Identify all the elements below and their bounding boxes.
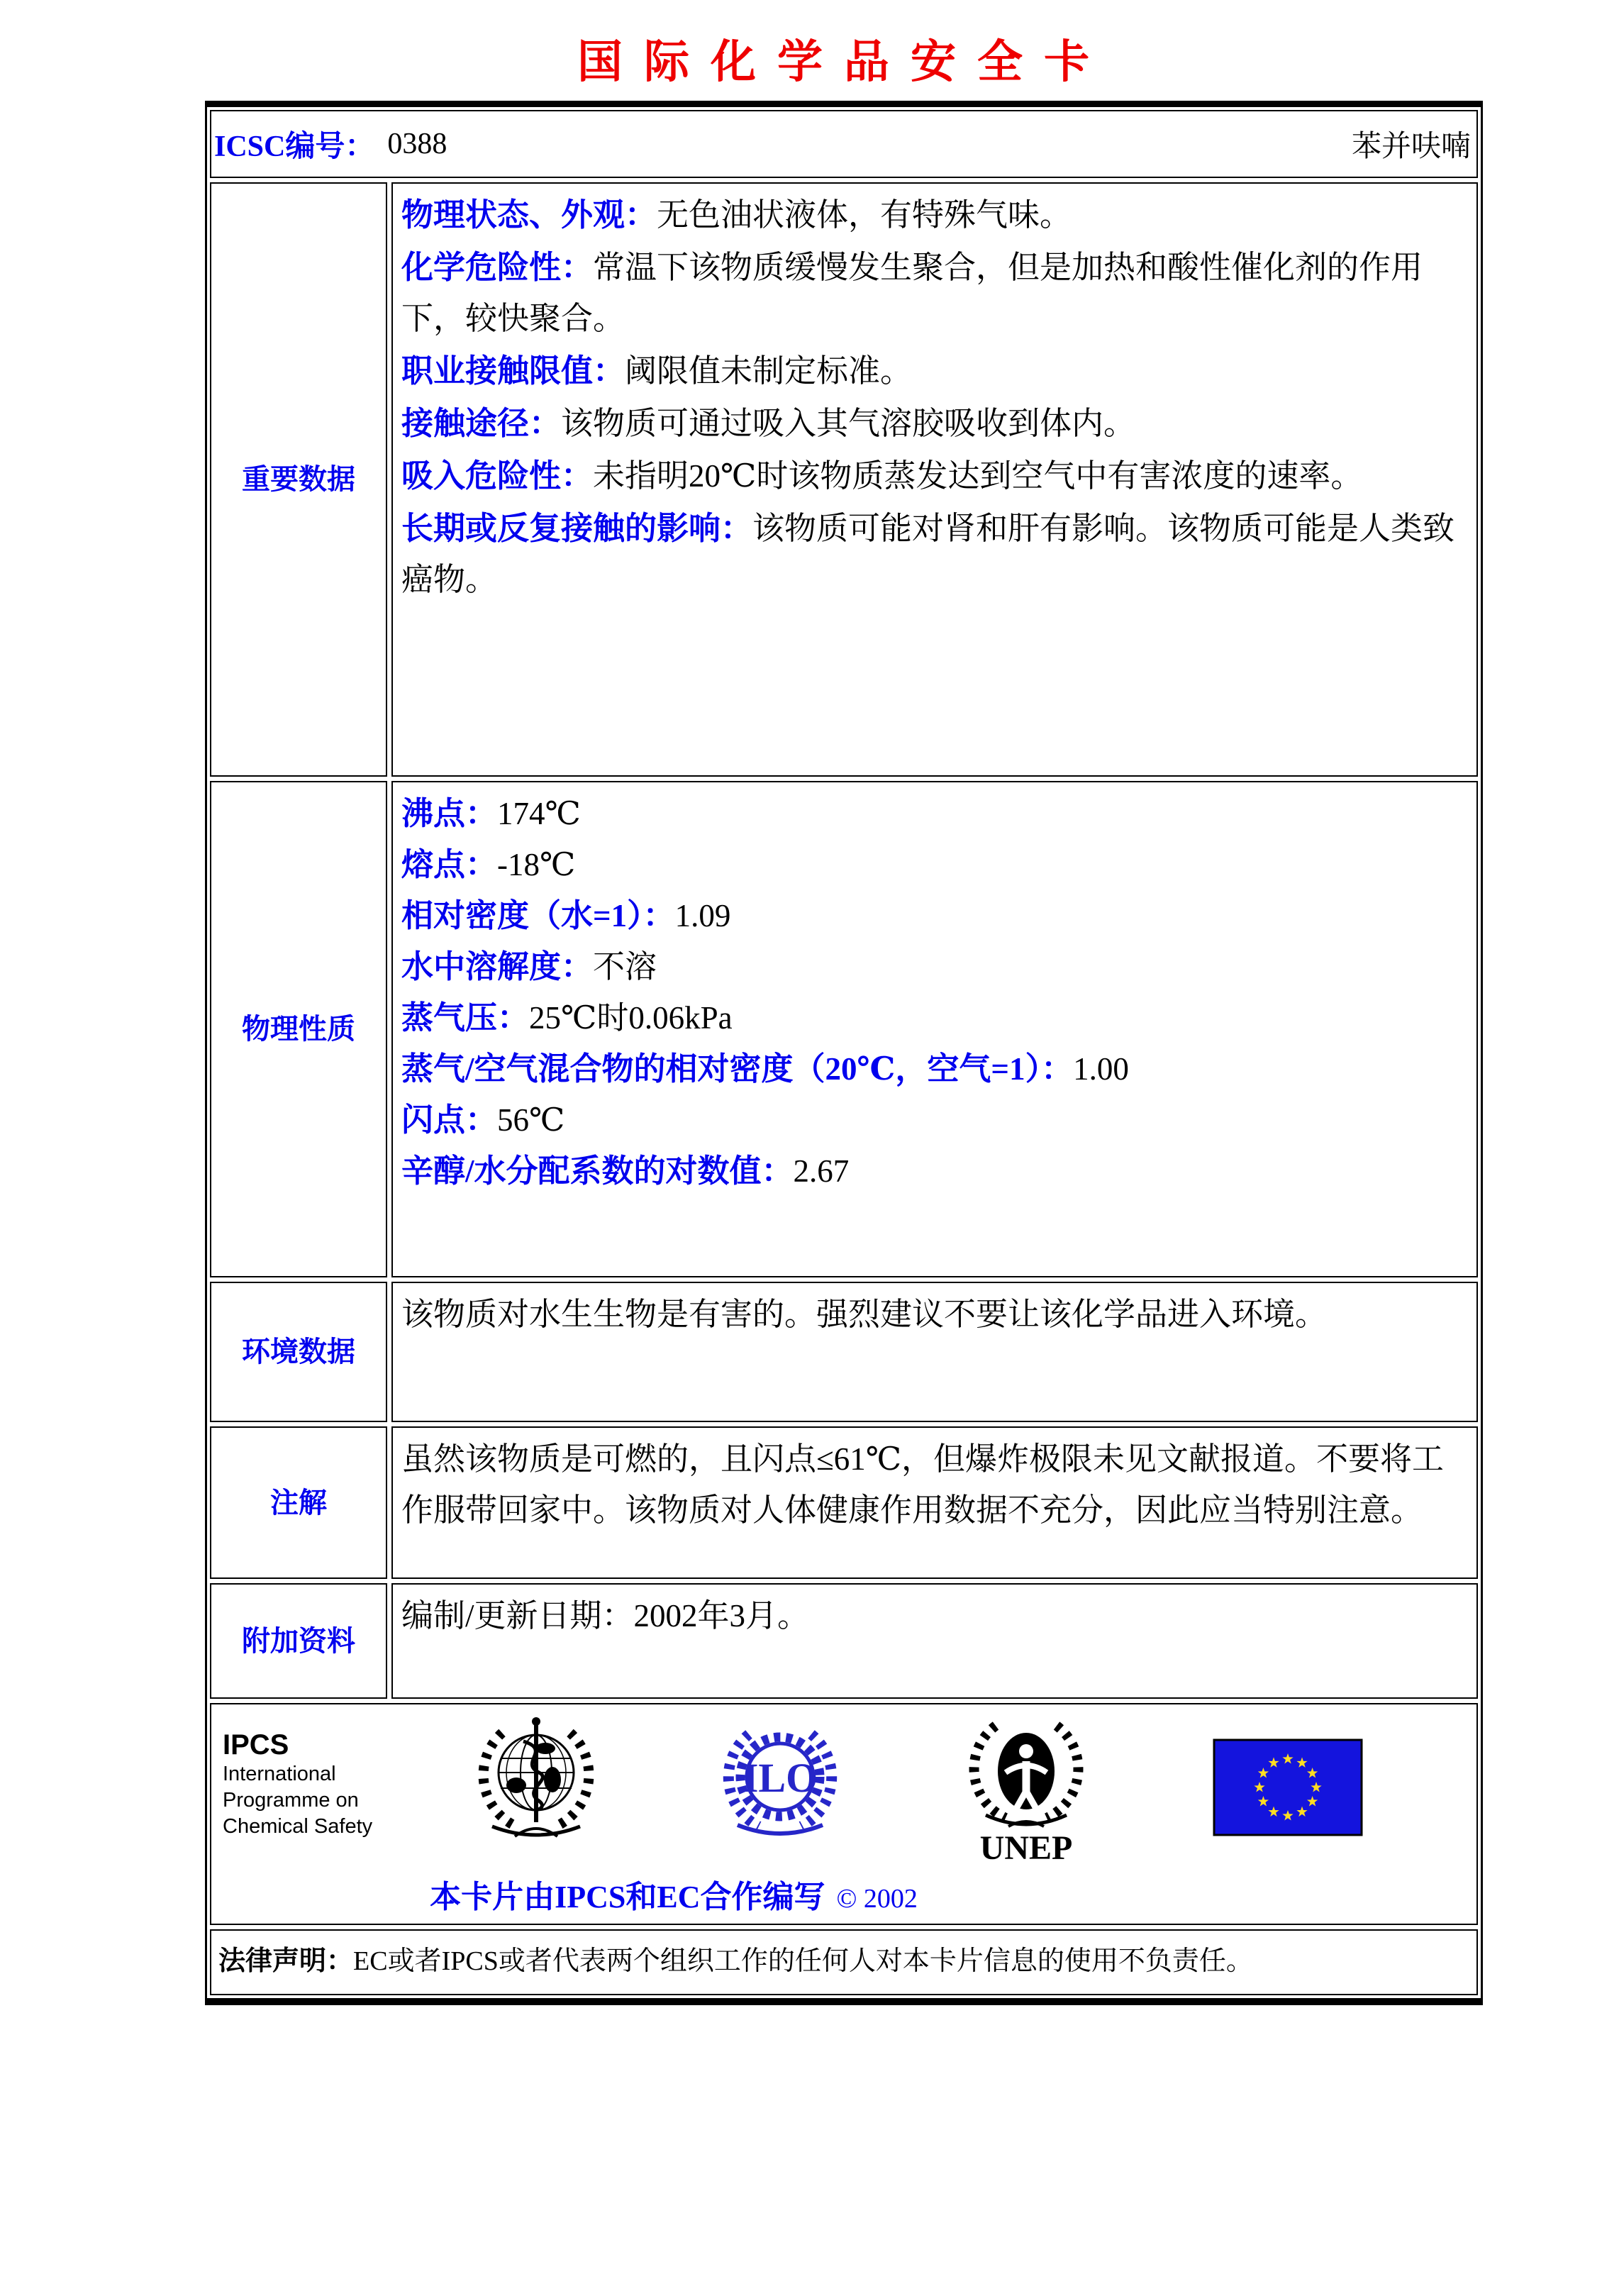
page-title: 国际化学品安全卡	[577, 35, 1111, 89]
physical-properties-label: 物理性质	[210, 781, 387, 1277]
icsc-card-table	[205, 101, 1483, 2005]
property-value: 1.00	[1073, 1051, 1129, 1087]
item-text: 该物质可能对肾和肝有影响。该物质可能是人类致癌物。	[401, 511, 1455, 597]
property-label: 水中溶解度：	[401, 949, 594, 985]
item-text: 常温下该物质缓慢发生聚合，但是加热和酸性催化剂的作用下，较快聚合。	[401, 250, 1423, 336]
important-data-row	[210, 182, 1478, 777]
important-item	[401, 398, 1465, 449]
who-logo-box	[472, 1714, 600, 1846]
eu-flag-icon	[1213, 1738, 1363, 1836]
important-item	[401, 189, 1465, 240]
notes-text: 虽然该物质是可燃的，且闪点≤61℃，但爆炸极限未见文献报道。不要将工作服带回家中。该物质对人体健康作用数据不充分，因此应当特别注意。	[401, 1441, 1445, 1528]
property-item	[401, 941, 1465, 992]
item-label: 职业接触限值：	[401, 353, 625, 389]
logos-row	[223, 1712, 1465, 1868]
credit-line	[223, 1871, 1465, 1917]
ipcs-subtitle-line: Chemical Safety	[223, 1815, 373, 1838]
legal-label: 法律声明：	[218, 1946, 354, 1976]
property-value: 1.09	[674, 898, 731, 933]
unep-logo-box	[966, 1714, 1086, 1868]
who-emblem-icon	[472, 1714, 600, 1842]
copyright-text: © 2002	[836, 1884, 918, 1914]
property-item	[401, 890, 1465, 941]
item-text: 未指明20℃时该物质蒸发达到空气中有害浓度的速率。	[593, 458, 1363, 494]
ipcs-subtitle-line: Programme on	[223, 1789, 359, 1812]
environmental-data-label: 环境数据	[210, 1282, 387, 1422]
property-value: 25℃时0.06kPa	[529, 1000, 733, 1036]
property-item	[401, 992, 1465, 1043]
property-item	[401, 839, 1465, 890]
additional-info-content	[391, 1583, 1478, 1699]
item-label: 接触途径：	[401, 406, 562, 441]
update-date-label: 编制/更新日期：	[401, 1598, 634, 1634]
ipcs-abbr: IPCS	[223, 1729, 289, 1760]
property-label: 闪点：	[401, 1102, 498, 1138]
legal-text: EC或者IPCS或者代表两个组织工作的任何人对本卡片信息的使用不负责任。	[353, 1946, 1253, 1976]
physical-properties-content	[391, 781, 1478, 1277]
notes-content	[391, 1426, 1478, 1579]
ilo-logo-box	[716, 1721, 844, 1843]
property-item	[401, 1146, 1465, 1197]
chemical-name: 苯并呋喃	[1351, 131, 1471, 163]
environmental-text: 该物质对水生生物是有害的。强烈建议不要让该化学品进入环境。	[401, 1297, 1328, 1332]
property-value: 2.67	[793, 1153, 850, 1189]
additional-info-label: 附加资料	[210, 1583, 387, 1699]
ipcs-text-block	[223, 1712, 407, 1840]
ipcs-subtitle-line: International	[223, 1763, 336, 1785]
notes-row	[210, 1426, 1478, 1579]
physical-properties-row	[210, 781, 1478, 1277]
property-value: -18℃	[497, 847, 576, 882]
unep-letters: UNEP	[979, 1829, 1073, 1865]
property-label: 蒸气/空气混合物的相对密度（20℃，空气=1）：	[401, 1051, 1074, 1087]
icsc-number-value: 0388	[387, 128, 447, 160]
legal-row	[210, 1929, 1478, 1995]
update-date-item	[401, 1590, 1465, 1641]
item-text: 阈限值未制定标准。	[625, 353, 913, 389]
property-label: 辛醇/水分配系数的对数值：	[401, 1153, 794, 1189]
environmental-data-row	[210, 1282, 1478, 1422]
property-item	[401, 788, 1465, 839]
important-item	[401, 450, 1465, 501]
header-cell	[210, 110, 1478, 178]
property-label: 相对密度（水=1）：	[401, 898, 675, 933]
footer-row	[210, 1703, 1478, 1925]
property-label: 蒸气压：	[401, 1000, 530, 1036]
property-label: 沸点：	[401, 796, 498, 831]
header-row	[210, 110, 1478, 178]
icsc-number-label: ICSC编号：	[214, 131, 375, 163]
important-item	[401, 503, 1465, 605]
eu-flag-box	[1213, 1738, 1363, 1840]
important-item	[401, 345, 1465, 396]
property-value: 不溶	[593, 949, 657, 985]
property-item	[401, 1094, 1465, 1146]
update-date-value: 2002年3月。	[633, 1598, 810, 1634]
important-item	[401, 242, 1465, 344]
property-label: 熔点：	[401, 847, 498, 882]
property-value: 56℃	[497, 1102, 565, 1138]
item-text: 无色油状液体，有特殊气味。	[657, 197, 1072, 233]
item-text: 该物质可通过吸入其气溶胶吸收到体内。	[561, 406, 1136, 441]
item-label: 长期或反复接触的影响：	[401, 511, 753, 546]
item-label: 化学危险性：	[401, 250, 594, 285]
important-data-label: 重要数据	[210, 182, 387, 777]
environmental-data-content	[391, 1282, 1478, 1422]
unep-emblem-icon	[966, 1714, 1086, 1865]
icsc-document-page	[0, 26, 1602, 2296]
property-item	[401, 1043, 1465, 1094]
icsc-number-group	[214, 123, 447, 165]
footer-cell	[210, 1703, 1478, 1925]
notes-label: 注解	[210, 1426, 387, 1579]
item-label: 物理状态、外观：	[401, 197, 657, 233]
ilo-emblem-icon	[716, 1721, 844, 1839]
item-label: 吸入危险性：	[401, 458, 594, 494]
important-data-content	[391, 182, 1478, 777]
ilo-letters: ILO	[742, 1755, 818, 1801]
property-value: 174℃	[497, 796, 581, 831]
credit-text: 本卡片由IPCS和EC合作编写	[430, 1880, 825, 1914]
legal-cell	[210, 1929, 1478, 1995]
additional-info-row	[210, 1583, 1478, 1699]
